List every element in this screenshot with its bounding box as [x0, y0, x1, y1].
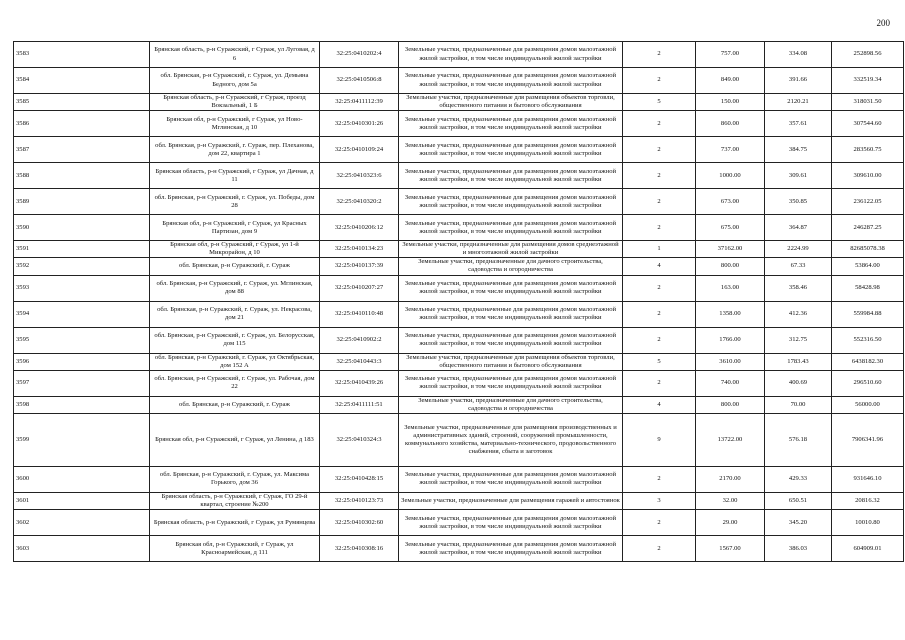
group-number-cell: 2: [623, 301, 696, 327]
table-row: [14, 370, 904, 396]
unit-value-cell: 2224.99: [765, 241, 832, 258]
table-row: [14, 189, 904, 215]
cadastral-number-cell: 32:25:0411112:39: [320, 94, 399, 111]
cadastral-value-cell: 7906341.96: [832, 413, 904, 466]
unit-value-cell: 358.46: [765, 275, 832, 301]
unit-value-cell: 334.08: [765, 42, 832, 68]
address-cell: Брянская обл, р-н Суражский, г Сураж, ул Ленина, д 183: [150, 413, 320, 466]
cadastral-value-cell: 236122.05: [832, 189, 904, 215]
table-row: [14, 68, 904, 94]
group-number-cell: 9: [623, 413, 696, 466]
group-number-cell: 5: [623, 94, 696, 111]
row-number-cell: 3591: [14, 241, 150, 258]
land-use-cell: Земельные участки, предназначенные для размещения гаражей и автостоянок: [399, 492, 623, 509]
unit-value-cell: 386.03: [765, 536, 832, 562]
table-row: [14, 466, 904, 492]
area-cell: 800.00: [696, 258, 765, 275]
row-number-cell: 3600: [14, 466, 150, 492]
area-cell: 2170.00: [696, 466, 765, 492]
cadastral-value-cell: 332519.34: [832, 68, 904, 94]
area-cell: 849.00: [696, 68, 765, 94]
land-use-cell: Земельные участки, предназначенные для размещения домов малоэтажной жилой застройки, в том числе индивидуальной жилой застройки: [399, 42, 623, 68]
land-use-cell: Земельные участки, предназначенные для размещения домов малоэтажной жилой застройки, в том числе индивидуальной жилой застройки: [399, 536, 623, 562]
row-number-cell: 3589: [14, 189, 150, 215]
table-row: [14, 275, 904, 301]
group-number-cell: 2: [623, 510, 696, 536]
group-number-cell: 2: [623, 68, 696, 94]
table-row: [14, 353, 904, 370]
land-use-cell: Земельные участки, предназначенные для размещения домов малоэтажной жилой застройки, в том числе индивидуальной жилой застройки: [399, 510, 623, 536]
cadastral-value-cell: 296510.60: [832, 370, 904, 396]
group-number-cell: 2: [623, 137, 696, 163]
group-number-cell: 4: [623, 258, 696, 275]
address-cell: Брянская область, р-н Суражский, г Сураж, ул Румянцева: [150, 510, 320, 536]
land-use-cell: Земельные участки, предназначенные для размещения объектов торговли, общественного питания и бытового обслуживания: [399, 94, 623, 111]
group-number-cell: 2: [623, 466, 696, 492]
table-row: [14, 413, 904, 466]
cadastral-number-cell: 32:25:0410308:16: [320, 536, 399, 562]
row-number-cell: 3592: [14, 258, 150, 275]
row-number-cell: 3583: [14, 42, 150, 68]
group-number-cell: 2: [623, 111, 696, 137]
area-cell: 32.00: [696, 492, 765, 509]
unit-value-cell: 309.61: [765, 163, 832, 189]
cadastral-value-cell: 6438182.30: [832, 353, 904, 370]
area-cell: 3610.00: [696, 353, 765, 370]
table-row: [14, 137, 904, 163]
area-cell: 29.00: [696, 510, 765, 536]
address-cell: обл. Брянская, р-н Суражский, г. Сураж, пер. Плеханова, дом 22, квартира 1: [150, 137, 320, 163]
land-plots-table: [13, 41, 904, 562]
address-cell: обл. Брянская, р-н Суражский, г. Сураж, ул. Максима Горького, дом 36: [150, 466, 320, 492]
unit-value-cell: 345.20: [765, 510, 832, 536]
cadastral-number-cell: 32:25:0410202:4: [320, 42, 399, 68]
address-cell: обл. Брянская, р-н Суражский, г. Сураж, ул. Мглинская, дом 88: [150, 275, 320, 301]
area-cell: 1567.00: [696, 536, 765, 562]
cadastral-value-cell: 20816.32: [832, 492, 904, 509]
row-number-cell: 3587: [14, 137, 150, 163]
address-cell: обл. Брянская, р-н Суражский, г. Сураж, ул. Белорусская, дом 115: [150, 327, 320, 353]
table-row: [14, 111, 904, 137]
table-row: [14, 510, 904, 536]
land-use-cell: Земельные участки, предназначенные для размещения домов малоэтажной жилой застройки, в том числе индивидуальной жилой застройки: [399, 215, 623, 241]
area-cell: 673.00: [696, 189, 765, 215]
unit-value-cell: 429.33: [765, 466, 832, 492]
land-use-cell: Земельные участки, предназначенные для размещения домов малоэтажной жилой застройки, в том числе индивидуальной жилой застройки: [399, 370, 623, 396]
cadastral-value-cell: 559984.88: [832, 301, 904, 327]
row-number-cell: 3603: [14, 536, 150, 562]
cadastral-number-cell: 32:25:0410137:39: [320, 258, 399, 275]
cadastral-number-cell: 32:25:0410110:48: [320, 301, 399, 327]
row-number-cell: 3585: [14, 94, 150, 111]
cadastral-value-cell: 56000.00: [832, 396, 904, 413]
address-cell: обл. Брянская, р-н Суражский, г. Сураж, ул. Победы, дом 28: [150, 189, 320, 215]
land-use-cell: Земельные участки, предназначенные для размещения домов малоэтажной жилой застройки, в том числе индивидуальной жилой застройки: [399, 111, 623, 137]
row-number-cell: 3598: [14, 396, 150, 413]
area-cell: 13722.00: [696, 413, 765, 466]
unit-value-cell: 391.66: [765, 68, 832, 94]
unit-value-cell: 357.61: [765, 111, 832, 137]
cadastral-value-cell: 931646.10: [832, 466, 904, 492]
land-use-cell: Земельные участки, предназначенные для размещения домов малоэтажной жилой застройки, в том числе индивидуальной жилой застройки: [399, 68, 623, 94]
area-cell: 740.00: [696, 370, 765, 396]
row-number-cell: 3588: [14, 163, 150, 189]
cadastral-number-cell: 32:25:0410439:26: [320, 370, 399, 396]
cadastral-number-cell: 32:25:0410320:2: [320, 189, 399, 215]
address-cell: Брянская обл, р-н Суражский, г Сураж, ул Красных Партизан, дом 9: [150, 215, 320, 241]
unit-value-cell: 384.75: [765, 137, 832, 163]
area-cell: 800.00: [696, 396, 765, 413]
cadastral-value-cell: 82685078.38: [832, 241, 904, 258]
cadastral-number-cell: 32:25:0410323:6: [320, 163, 399, 189]
row-number-cell: 3590: [14, 215, 150, 241]
table-row: [14, 396, 904, 413]
address-cell: Брянская область, р-н Суражский, г Сураж, проезд Вокзальный, 1 Б: [150, 94, 320, 111]
land-use-cell: Земельные участки, предназначенные для размещения производственных и административных зданий, строений, сооружений промышленности, коммунального хозяйства, материально-технического, продовольственного снабжения, сбыта и заготовок: [399, 413, 623, 466]
area-cell: 1358.00: [696, 301, 765, 327]
land-use-cell: Земельные участки, предназначенные для размещения домов малоэтажной жилой застройки, в том числе индивидуальной жилой застройки: [399, 137, 623, 163]
row-number-cell: 3584: [14, 68, 150, 94]
cadastral-value-cell: 307544.60: [832, 111, 904, 137]
unit-value-cell: 67.33: [765, 258, 832, 275]
group-number-cell: 3: [623, 492, 696, 509]
area-cell: 737.00: [696, 137, 765, 163]
cadastral-value-cell: 58428.98: [832, 275, 904, 301]
cadastral-number-cell: 32:25:0410206:12: [320, 215, 399, 241]
address-cell: Брянская обл, р-н Суражский, г Сураж, ул 1-й Микрорайон, д 10: [150, 241, 320, 258]
cadastral-value-cell: 283560.75: [832, 137, 904, 163]
unit-value-cell: 650.51: [765, 492, 832, 509]
unit-value-cell: 412.36: [765, 301, 832, 327]
cadastral-number-cell: 32:25:0410506:8: [320, 68, 399, 94]
row-number-cell: 3595: [14, 327, 150, 353]
land-use-cell: Земельные участки, предназначенные для размещения домов малоэтажной жилой застройки, в том числе индивидуальной жилой застройки: [399, 327, 623, 353]
cadastral-number-cell: 32:25:0410428:15: [320, 466, 399, 492]
unit-value-cell: 1783.43: [765, 353, 832, 370]
table-row: [14, 492, 904, 509]
unit-value-cell: 312.75: [765, 327, 832, 353]
land-use-cell: Земельные участки, предназначенные для размещения домов малоэтажной жилой застройки, в том числе индивидуальной жилой застройки: [399, 275, 623, 301]
table-row: [14, 163, 904, 189]
address-cell: обл. Брянская, р-н Суражский, г. Сураж: [150, 396, 320, 413]
address-cell: обл. Брянская, р-н Суражский, г. Сураж, ул. Некрасова, дом 21: [150, 301, 320, 327]
unit-value-cell: 70.00: [765, 396, 832, 413]
address-cell: обл. Брянская, р-н Суражский, г. Сураж, ул. Рабочая, дом 22: [150, 370, 320, 396]
row-number-cell: 3594: [14, 301, 150, 327]
cadastral-number-cell: 32:25:0410324:3: [320, 413, 399, 466]
table-row: [14, 215, 904, 241]
table-row: [14, 301, 904, 327]
group-number-cell: 4: [623, 396, 696, 413]
address-cell: Брянская область, р-н Суражский, г Сураж, ГО 29-й квартал, строение №200: [150, 492, 320, 509]
cadastral-value-cell: 318031.50: [832, 94, 904, 111]
table-row: [14, 241, 904, 258]
table-row: [14, 327, 904, 353]
land-use-cell: Земельные участки, предназначенные для дачного строительства, садоводства и огородничества: [399, 396, 623, 413]
area-cell: 1000.00: [696, 163, 765, 189]
table-row: [14, 536, 904, 562]
cadastral-value-cell: 53864.00: [832, 258, 904, 275]
unit-value-cell: 364.87: [765, 215, 832, 241]
cadastral-number-cell: 32:25:0410123:73: [320, 492, 399, 509]
area-cell: 37162.00: [696, 241, 765, 258]
unit-value-cell: 350.85: [765, 189, 832, 215]
address-cell: обл. Брянская, р-н Суражский, г. Сураж: [150, 258, 320, 275]
address-cell: Брянская область, р-н Суражский, г Сураж, ул Луговая, д 6: [150, 42, 320, 68]
land-use-cell: Земельные участки, предназначенные для дачного строительства, садоводства и огородничества: [399, 258, 623, 275]
area-cell: 163.00: [696, 275, 765, 301]
land-use-cell: Земельные участки, предназначенные для размещения домов малоэтажной жилой застройки, в том числе индивидуальной жилой застройки: [399, 189, 623, 215]
cadastral-number-cell: 32:25:0410902:2: [320, 327, 399, 353]
row-number-cell: 3596: [14, 353, 150, 370]
land-use-cell: Земельные участки, предназначенные для размещения домов малоэтажной жилой застройки, в том числе индивидуальной жилой застройки: [399, 301, 623, 327]
row-number-cell: 3602: [14, 510, 150, 536]
group-number-cell: 2: [623, 275, 696, 301]
area-cell: 1766.00: [696, 327, 765, 353]
group-number-cell: 2: [623, 163, 696, 189]
row-number-cell: 3601: [14, 492, 150, 509]
cadastral-number-cell: 32:25:0410109:24: [320, 137, 399, 163]
address-cell: Брянская область, р-н Суражский, г Сураж, ул Дачная, д 11: [150, 163, 320, 189]
table-row: [14, 258, 904, 275]
cadastral-value-cell: 309610.00: [832, 163, 904, 189]
page-number: 200: [876, 18, 890, 28]
unit-value-cell: 400.69: [765, 370, 832, 396]
cadastral-value-cell: 552316.50: [832, 327, 904, 353]
group-number-cell: 2: [623, 370, 696, 396]
row-number-cell: 3586: [14, 111, 150, 137]
cadastral-number-cell: 32:25:0410443:3: [320, 353, 399, 370]
address-cell: обл. Брянская, р-н Суражский, г. Сураж, ул. Демьяна Бедного, дом 5а: [150, 68, 320, 94]
land-use-cell: Земельные участки, предназначенные для размещения домов малоэтажной жилой застройки, в том числе индивидуальной жилой застройки: [399, 163, 623, 189]
cadastral-value-cell: 252898.56: [832, 42, 904, 68]
cadastral-number-cell: 32:25:0410134:23: [320, 241, 399, 258]
row-number-cell: 3599: [14, 413, 150, 466]
address-cell: Брянская обл, р-н Суражский, г Сураж, ул Красноармейская, д 111: [150, 536, 320, 562]
land-use-cell: Земельные участки, предназначенные для размещения объектов торговли, общественного питания и бытового обслуживания: [399, 353, 623, 370]
table-row: [14, 42, 904, 68]
group-number-cell: 2: [623, 42, 696, 68]
area-cell: 150.00: [696, 94, 765, 111]
group-number-cell: 2: [623, 215, 696, 241]
group-number-cell: 1: [623, 241, 696, 258]
cadastral-number-cell: 32:25:0410301:26: [320, 111, 399, 137]
group-number-cell: 2: [623, 327, 696, 353]
land-use-cell: Земельные участки, предназначенные для размещения домов малоэтажной жилой застройки, в том числе индивидуальной жилой застройки: [399, 466, 623, 492]
area-cell: 860.00: [696, 111, 765, 137]
area-cell: 757.00: [696, 42, 765, 68]
group-number-cell: 5: [623, 353, 696, 370]
land-use-cell: Земельные участки, предназначенные для размещения домов среднеэтажной и многоэтажной жилой застройки: [399, 241, 623, 258]
group-number-cell: 2: [623, 536, 696, 562]
group-number-cell: 2: [623, 189, 696, 215]
address-cell: Брянская обл, р-н Суражский, г Сураж, ул Ново-Мглинская, д 10: [150, 111, 320, 137]
cadastral-value-cell: 246287.25: [832, 215, 904, 241]
cadastral-value-cell: 604909.01: [832, 536, 904, 562]
cadastral-number-cell: 32:25:0410302:60: [320, 510, 399, 536]
cadastral-number-cell: 32:25:0410207:27: [320, 275, 399, 301]
table-row: [14, 94, 904, 111]
cadastral-value-cell: 10010.80: [832, 510, 904, 536]
address-cell: обл. Брянская, р-н Суражский, г. Сураж, ул Октябрьская, дом 152 А: [150, 353, 320, 370]
unit-value-cell: 576.18: [765, 413, 832, 466]
cadastral-number-cell: 32:25:0411111:51: [320, 396, 399, 413]
row-number-cell: 3593: [14, 275, 150, 301]
area-cell: 675.00: [696, 215, 765, 241]
unit-value-cell: 2120.21: [765, 94, 832, 111]
row-number-cell: 3597: [14, 370, 150, 396]
